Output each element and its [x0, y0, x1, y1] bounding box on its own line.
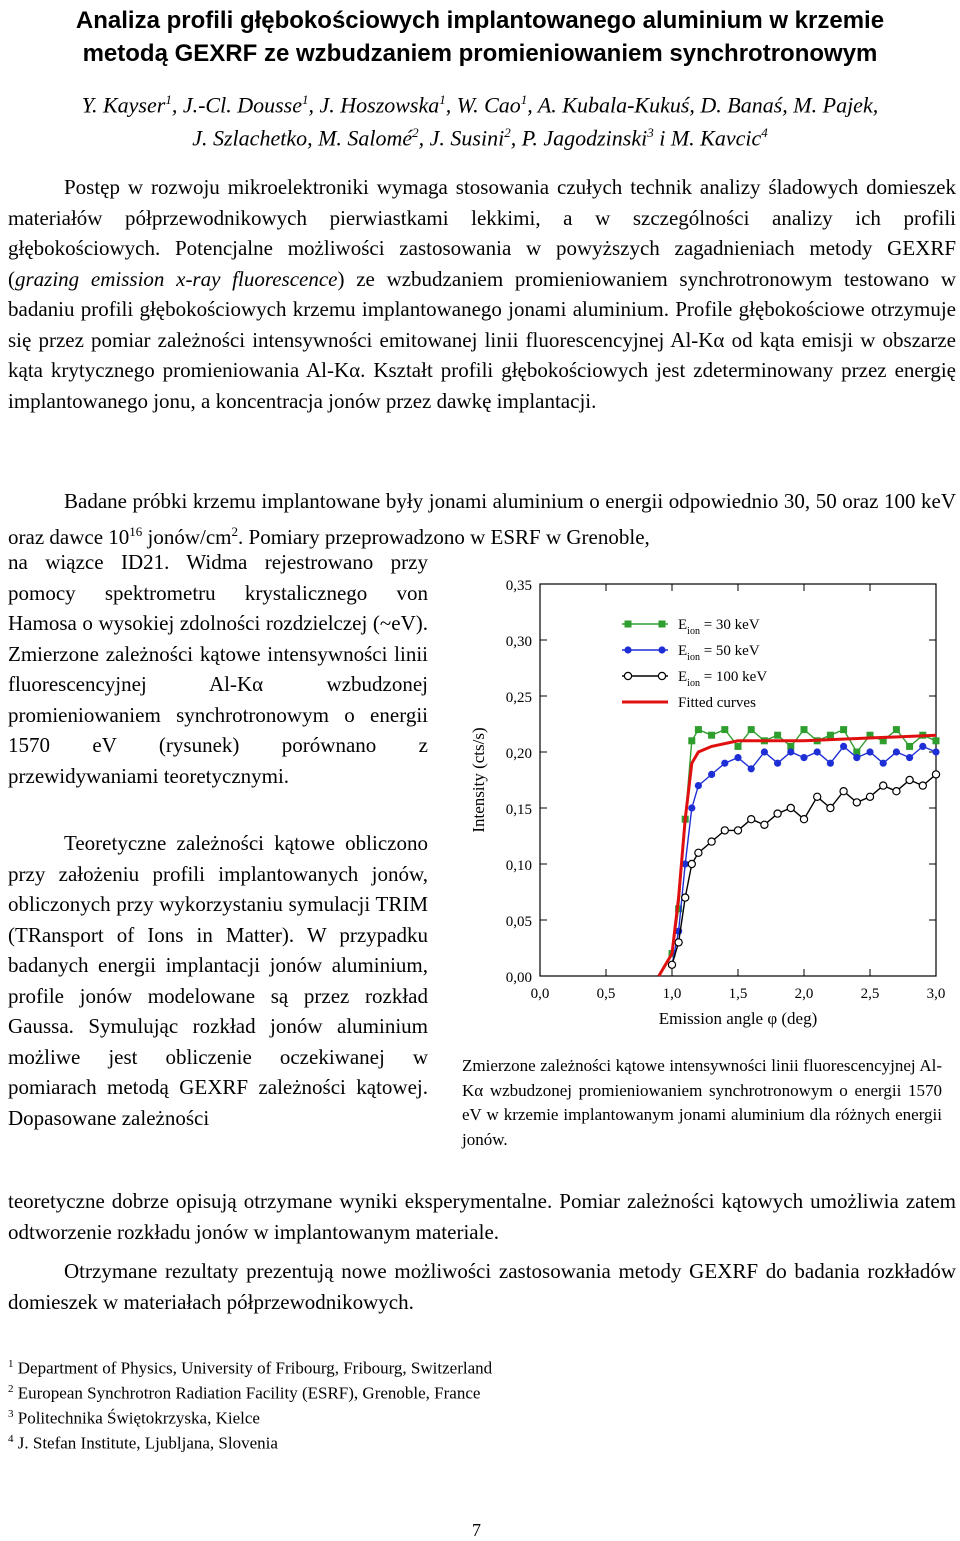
author-name: J. Hoszowska	[319, 92, 440, 118]
data-point-circle	[893, 748, 900, 755]
data-point-open-circle	[906, 776, 913, 783]
data-point-square	[827, 732, 834, 739]
paragraph-2-exponent: 16	[129, 523, 143, 539]
legend-subscript: ion	[687, 626, 700, 637]
data-point-open-circle	[682, 894, 689, 901]
data-point-square	[840, 726, 847, 733]
data-point-square	[708, 732, 715, 739]
author-affiliation: 3	[647, 125, 654, 141]
data-point-circle	[932, 748, 939, 755]
data-point-open-circle	[827, 804, 834, 811]
author-name: J. Susini	[429, 125, 505, 151]
data-point-open-circle	[932, 771, 939, 778]
paragraph-4-text: Otrzymane rezultaty prezentują nowe możliwości zastosowania metody GEXRF do badania rozkładów domieszek w materiałach półprzewodnikowych.	[8, 1259, 956, 1314]
author-name: M. Kavcic	[670, 125, 762, 151]
legend-marker	[659, 621, 666, 628]
author-name: J. Szlachetko, M. Salomé	[192, 125, 413, 151]
figure-caption: Zmierzone zależności kątowe intensywności linii fluorescencyjnej Al-Kα wzbudzonej promieniowaniem synchrotronowym o energii 1570 eV w krzemie implantowanym jonami aluminium dla różnych energii jonów.	[462, 1056, 942, 1149]
data-point-circle	[721, 760, 728, 767]
data-point-open-circle	[748, 816, 755, 823]
paragraph-4	[8, 1256, 956, 1317]
author-list: Y. Kayser$^1$, J.-Cl. Dousse$^1$, J. Hoszowska$^1$, W. Cao$^1$, A. Kubala-Kukuś, D. Banaś, M. Pajek, J. Szlachetko, M. Salomé$^2$, J. Susini$^2$, P. Jagodzinski$^3$ i M. Kavcic$^4$	[81, 92, 879, 151]
data-point-square	[933, 737, 940, 744]
legend-entry-2: $E_{ion} = 100$ keV	[678, 669, 768, 689]
data-point-circle	[734, 754, 741, 761]
legend-marker	[658, 646, 665, 653]
footnote-number: 3	[8, 1408, 14, 1420]
paper-title	[8, 4, 952, 70]
data-point-open-circle	[893, 788, 900, 795]
data-point-open-circle	[761, 821, 768, 828]
data-point-open-circle	[734, 827, 741, 834]
x-tick-label: 3,0	[926, 986, 946, 1002]
data-point-square	[748, 726, 755, 733]
data-point-open-circle	[675, 939, 682, 946]
author-name: W. Cao	[456, 92, 521, 118]
author-name: P. Jagodzinski	[521, 125, 648, 151]
y-tick-label: 0,05	[505, 914, 532, 930]
legend-entry-0: $E_{ion} = 30$ keV	[678, 617, 760, 637]
author-affiliation: 1	[165, 92, 172, 107]
data-point-open-circle	[866, 793, 873, 800]
data-point-circle	[880, 760, 887, 767]
data-point-circle	[827, 760, 834, 767]
paragraph-2-text-b: jonów/cm	[142, 524, 232, 549]
data-point-open-circle	[840, 788, 847, 795]
paragraph-2-text-c: . Pomiary przeprowadzono w ESRF w Grenoble,	[238, 524, 650, 549]
title-line-2: metodą GEXRF ze wzbudzaniem promieniowaniem synchrotronowym	[82, 40, 878, 67]
y-tick-label: 0,30	[505, 634, 532, 650]
footnote-number: 1	[8, 1358, 14, 1370]
legend-marker	[624, 646, 631, 653]
y-axis-label: Intensity (cts/s)	[469, 727, 488, 833]
data-point-open-circle	[814, 793, 821, 800]
data-point-circle	[695, 782, 702, 789]
data-point-circle	[840, 743, 847, 750]
data-point-circle	[814, 748, 821, 755]
y-tick-label: 0,00	[505, 970, 532, 986]
x-axis-label: Emission angle φ (deg)	[658, 1009, 818, 1028]
data-point-circle	[800, 754, 807, 761]
data-point-square	[721, 726, 728, 733]
y-tick-label: 0,20	[505, 746, 532, 762]
author-affiliation: 1	[520, 92, 528, 107]
data-point-open-circle	[721, 827, 728, 834]
data-point-open-circle	[919, 782, 926, 789]
data-point-open-circle	[787, 804, 794, 811]
data-point-open-circle	[853, 799, 860, 806]
data-point-square	[695, 726, 702, 733]
data-point-open-circle	[688, 860, 695, 867]
data-point-square	[688, 737, 695, 744]
title-line-1: Analiza profili głębokościowych implantowanego aluminium w krzemie	[75, 7, 885, 34]
x-tick-label: 2,0	[794, 986, 814, 1002]
chart-svg	[460, 558, 950, 1038]
data-point-square	[774, 732, 781, 739]
x-tick-label: 2,5	[860, 986, 880, 1002]
legend-entry-1: $E_{ion} = 50$ keV	[678, 643, 760, 663]
y-tick-label: 0,15	[505, 802, 532, 818]
legend-marker	[624, 672, 631, 679]
paragraph-2-top	[8, 486, 956, 552]
legend-entry-3: Fitted curves	[678, 695, 756, 711]
y-tick-label: 0,35	[505, 578, 532, 594]
legend-suffix: = 100 keV	[699, 669, 768, 685]
data-point-circle	[866, 748, 873, 755]
data-point-open-circle	[708, 838, 715, 845]
paragraph-1-text-a: Postęp w rozwoju mikroelektroniki wymaga stosowania czułych technik analizy śladowych domieszek materiałów półprzewodnikowych pierwiastkami lekkimi, a w szczególności analizy ich profili głębokościowych. Potencjalne możliwości zastosowania w powyższych zagadnieniach metody GEXRF (	[8, 175, 956, 291]
footnote-text: Department of Physics, University of Fribourg, Fribourg, Switzerland	[13, 1358, 493, 1378]
author-affiliation: 1	[439, 92, 446, 107]
data-point-circle	[748, 765, 755, 772]
x-tick-label: 0,5	[596, 986, 616, 1002]
data-point-circle	[919, 743, 926, 750]
data-point-open-circle	[695, 849, 702, 856]
footnote-text: Politechnika Świętokrzyska, Kielce	[13, 1408, 260, 1428]
legend-marker	[625, 621, 632, 628]
data-point-open-circle	[800, 816, 807, 823]
paragraph-2-left: na wiązce ID21. Widma rejestrowano przy pomocy spektrometru krystalicznego von Hamosa o wysokiej zdolności rozdzielczej (~eV). Zmierzone zależności kątowe intensywności linii fluorescencyjnej Al-Kα wzbudzonej promieniowaniem synchrotronowym o energii 1570 eV (rysunek) porównano z przewidywaniami teoretycznymi.	[8, 550, 428, 788]
footnote-number: 2	[8, 1383, 14, 1395]
page-number: 7	[472, 1520, 481, 1540]
author-affiliation: 2	[504, 125, 511, 141]
legend-suffix: = 30 keV	[699, 617, 760, 633]
series-line-1	[672, 746, 936, 964]
data-point-open-circle	[774, 810, 781, 817]
data-point-open-circle	[668, 961, 675, 968]
paragraph-3-text: Teoretyczne zależności kątowe obliczono przy założeniu profili implantowanych jonów, obliczonych przy wykorzystaniu symulacji TRIM (TRansport of Ions in Matter). W przypadku badanych energii implantacji jonów aluminium, profile jonów modelowane są przez rozkład Gaussa. Symulując rozkład jonów aluminium możliwe jest obliczenie oczekiwanej w pomiarach metodą GEXRF zależności kątowej. Dopasowane zależności	[8, 831, 428, 1130]
legend-subscript: ion	[687, 678, 700, 689]
legend-marker	[658, 672, 665, 679]
footnote-text: European Synchrotron Radiation Facility (ESRF), Grenoble, France	[13, 1383, 481, 1403]
x-tick-label: 0,0	[530, 986, 550, 1002]
author-name: A. Kubala-Kukuś, D. Banaś, M. Pajek,	[537, 92, 879, 118]
data-point-circle	[787, 748, 794, 755]
data-point-circle	[774, 760, 781, 767]
author-affiliation: 1	[301, 92, 309, 107]
author-affiliation: 4	[761, 125, 768, 141]
data-point-square	[801, 726, 808, 733]
y-tick-label: 0,10	[505, 858, 532, 874]
author-affiliation: 2	[412, 125, 419, 141]
y-tick-label: 0,25	[505, 690, 532, 706]
footnote-text: J. Stefan Institute, Ljubljana, Slovenia	[13, 1433, 278, 1453]
legend-suffix: = 50 keV	[699, 643, 760, 659]
author-name: Y. Kayser	[81, 92, 166, 118]
intensity-chart	[460, 558, 950, 1043]
data-point-circle	[906, 754, 913, 761]
series-line-2	[672, 774, 936, 964]
x-tick-label: 1,0	[662, 986, 682, 1002]
footnote-4	[8, 1427, 278, 1456]
data-point-circle	[761, 748, 768, 755]
paragraph-1-text-b: ) ze wzbudzaniem promieniowaniem synchrotronowym testowano w badaniu profili głębokościowych krzemu implantowanego jonami aluminium. Profile głębokościowe otrzymuje się przez pomiar zależności intensywności emitowanej linii fluorescencyjnej Al-Kα od kąta emisji w obszarze kąta krytycznego promieniowania Al-Kα. Kształt profili głębokościowych jest zdeterminowany przez energię implantowanego jonu, a koncentracja jonów przez dawkę implantacji.	[8, 266, 956, 413]
paragraph-3-cont: teoretyczne dobrze opisują otrzymane wyniki eksperymentalne. Pomiar zależności kątowych umożliwia zatem odtworzenie rozkładu jonów w implantowanym materiale.	[8, 1189, 956, 1244]
footnote-number: 4	[8, 1433, 14, 1445]
paragraph-2-text-a: Badane próbki krzemu implantowane były jonami aluminium o energii odpowiednio 30, 50 oraz 100 keV oraz dawce 10	[8, 489, 956, 549]
paragraph-3-left	[8, 828, 428, 1133]
data-point-circle	[688, 804, 695, 811]
data-point-square	[906, 743, 913, 750]
paragraph-2-exponent-2: 2	[231, 523, 239, 539]
author-name: J.-Cl. Dousse	[182, 92, 302, 118]
paragraph-1	[8, 172, 956, 416]
data-point-square	[893, 726, 900, 733]
paragraph-1-italic: grazing emission x-ray fluorescence	[15, 266, 338, 291]
data-point-open-circle	[880, 782, 887, 789]
legend-subscript: ion	[687, 652, 700, 663]
data-point-circle	[853, 754, 860, 761]
data-point-square	[735, 743, 742, 750]
x-tick-label: 1,5	[728, 986, 748, 1002]
data-point-circle	[708, 771, 715, 778]
